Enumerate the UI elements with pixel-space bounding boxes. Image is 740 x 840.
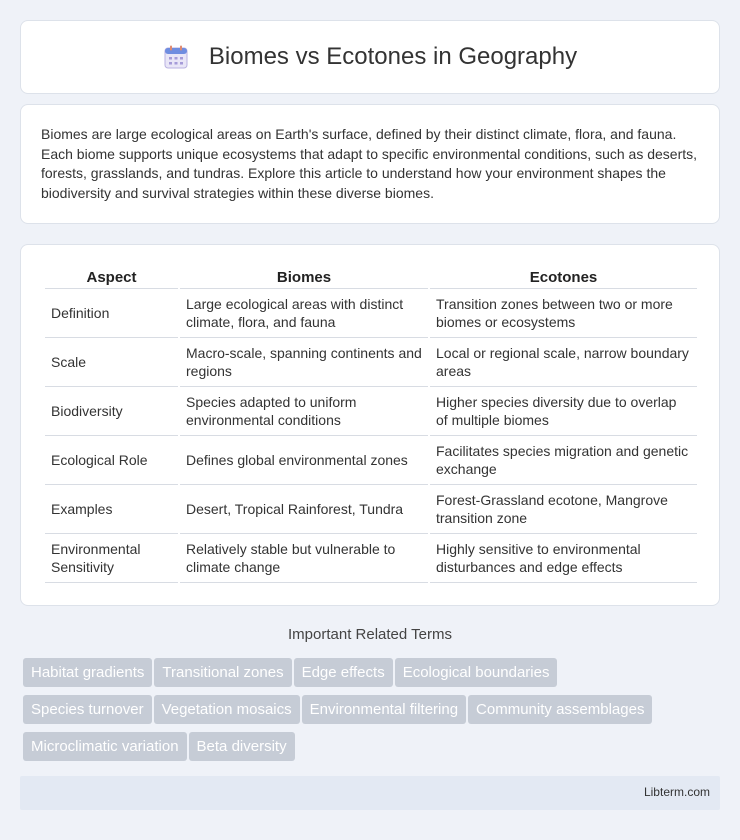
related-terms-list: [23, 658, 723, 769]
comparison-table: [43, 265, 699, 583]
table-row: [45, 338, 697, 387]
row-biomes: Relatively stable but vulnerable to climate change: [180, 534, 428, 583]
table-row: [45, 485, 697, 534]
related-term-tag[interactable]: Habitat gradients: [23, 658, 152, 687]
row-biomes: Macro-scale, spanning continents and regions: [180, 338, 428, 387]
row-ecotones: Local or regional scale, narrow boundary areas: [430, 338, 697, 387]
table-header-row: [45, 265, 697, 289]
related-term-tag[interactable]: Species turnover: [23, 695, 152, 724]
row-ecotones: Forest-Grassland ecotone, Mangrove transition zone: [430, 485, 697, 534]
footer: [20, 776, 720, 810]
related-term-tag[interactable]: Environmental filtering: [302, 695, 466, 724]
row-aspect: Biodiversity: [45, 387, 178, 436]
row-ecotones: Facilitates species migration and genetic exchange: [430, 436, 697, 485]
row-biomes: Large ecological areas with distinct climate, flora, and fauna: [180, 289, 428, 338]
related-term-tag[interactable]: Vegetation mosaics: [154, 695, 300, 724]
intro-card: [20, 104, 720, 224]
row-aspect: Scale: [45, 338, 178, 387]
row-biomes: Defines global environmental zones: [180, 436, 428, 485]
page-title: Biomes vs Ecotones in Geography: [208, 43, 578, 70]
row-ecotones: Highly sensitive to environmental disturbances and edge effects: [430, 534, 697, 583]
row-aspect: Examples: [45, 485, 178, 534]
related-term-tag[interactable]: Transitional zones: [154, 658, 291, 687]
related-term-tag[interactable]: Community assemblages: [468, 695, 652, 724]
related-term-tag[interactable]: Ecological boundaries: [395, 658, 558, 687]
header-ecotones: Ecotones: [430, 265, 697, 289]
row-aspect: Ecological Role: [45, 436, 178, 485]
row-biomes: Desert, Tropical Rainforest, Tundra: [180, 485, 428, 534]
related-term-tag[interactable]: Microclimatic variation: [23, 732, 187, 761]
header-biomes: Biomes: [180, 265, 428, 289]
calendar-icon: [163, 44, 189, 70]
row-ecotones: Higher species diversity due to overlap of multiple biomes: [430, 387, 697, 436]
related-term-tag[interactable]: Beta diversity: [189, 732, 295, 761]
header-card: [20, 20, 720, 94]
row-ecotones: Transition zones between two or more biomes or ecosystems: [430, 289, 697, 338]
header-aspect: Aspect: [45, 265, 178, 289]
comparison-card: [20, 244, 720, 606]
row-aspect: Definition: [45, 289, 178, 338]
row-aspect: Environmental Sensitivity: [45, 534, 178, 583]
table-row: [45, 436, 697, 485]
footer-site-link[interactable]: Libterm.com: [643, 785, 710, 799]
row-biomes: Species adapted to uniform environmental conditions: [180, 387, 428, 436]
table-row: [45, 387, 697, 436]
table-row: [45, 534, 697, 583]
intro-text: Biomes are large ecological areas on Earth's surface, defined by their distinct climate, flora, and fauna. Each biome supports unique ecosystems that adapt to specific environmental conditions, such as deserts, forests, grasslands, and tundras. Explore this article to understand how your environment shapes the biodiversity and survival strategies within these diverse biomes.: [41, 126, 698, 201]
table-row: [45, 289, 697, 338]
related-terms-title: Important Related Terms: [288, 626, 452, 643]
related-term-tag[interactable]: Edge effects: [294, 658, 393, 687]
